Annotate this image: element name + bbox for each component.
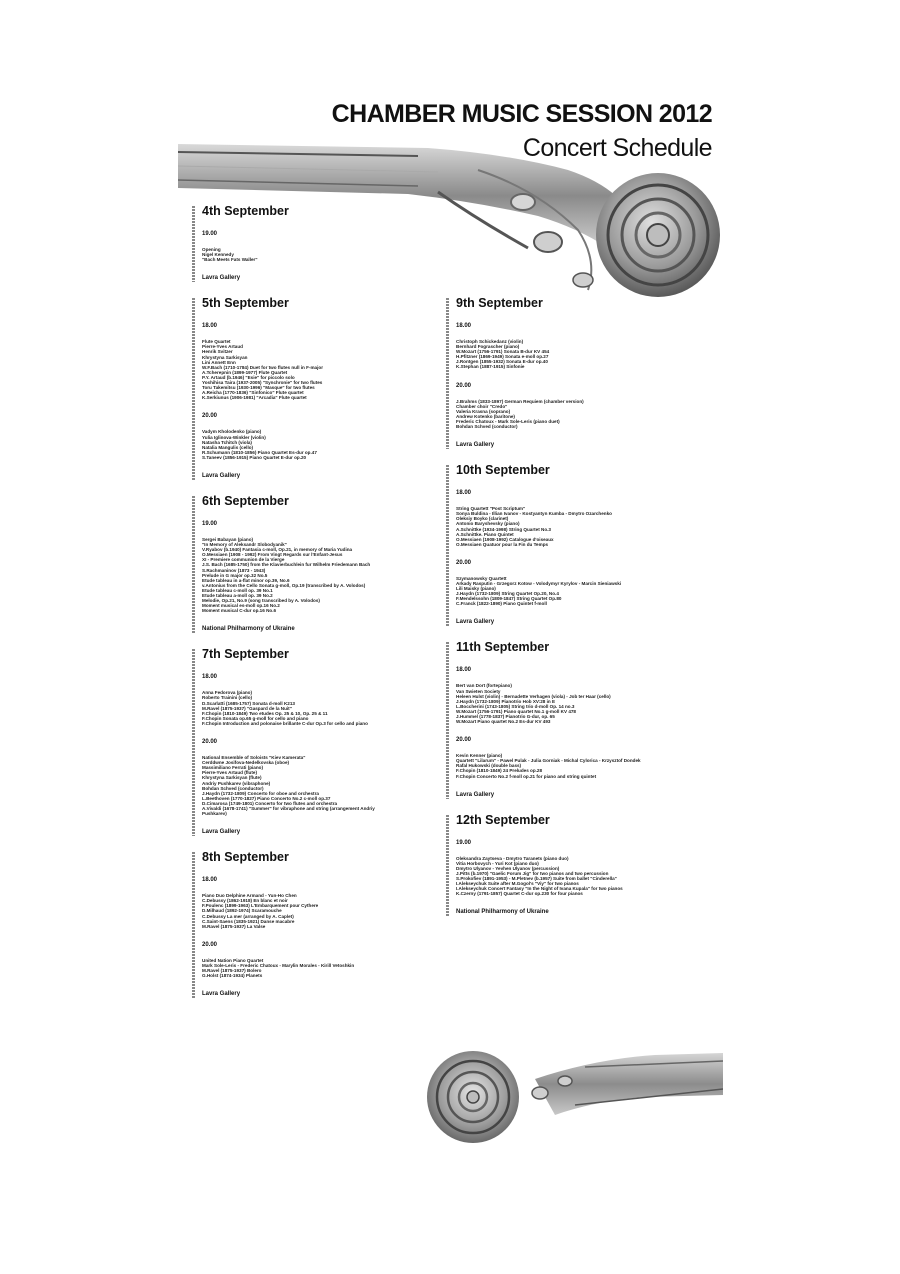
program-line: Pierre-Yves Artaud: [202, 344, 243, 350]
program-line: Henrik Svitzer: [202, 349, 233, 355]
schedule-day: [192, 850, 447, 998]
program-line: Vitia Horbovych - Yuri Kot (piano duo): [456, 860, 539, 866]
program-line: Etude tableau a-moll op. 39 No.2: [202, 593, 273, 598]
concert-program: [456, 339, 701, 370]
violin-scroll-bottom-image: [415, 1045, 723, 1145]
program-line: Oleksandra Zaytseva - Dmytro Taranets (piano duo): [456, 855, 569, 861]
concert-venue: Lavra Gallery: [456, 619, 495, 626]
program-line: Pierre-Yves Artaud (flute): [202, 770, 257, 776]
program-line: I.Alekseychuk Suite after M.Gogol's "Viy" for two pianos: [456, 881, 579, 887]
concert-venue: Lavra Gallery: [202, 472, 241, 479]
program-line: C.Saint-Saens (1835-1921) Danse macabre: [202, 918, 295, 924]
program-line: V.Ryabov (b.1940) Fantasia c-moll, Op.21, in memory of Maria Yudina: [202, 547, 353, 553]
concert-time: 18.00: [202, 674, 218, 681]
concert-time: 20.00: [202, 413, 218, 420]
schedule-day: [192, 204, 447, 282]
program-line: A.Tcherepnin (1899-1977) Flute Quartet: [202, 369, 288, 375]
concert-time: 20.00: [456, 737, 472, 744]
concert-time: 19.00: [202, 231, 218, 237]
schedule-day: [446, 640, 701, 798]
program-line: O.Messiaen (1908-1992) Catalogue d'oiseaux: [456, 536, 554, 542]
schedule-day: [192, 647, 447, 836]
program-line: Bohdan Schved (conductor): [456, 424, 518, 430]
program-line: Sergei Babayan (piano): [202, 536, 254, 542]
concert-venue: Lavra Gallery: [456, 442, 495, 449]
program-line: Flute Quartet: [202, 339, 231, 345]
concert-program: [456, 576, 701, 607]
program-line: Moment musical C-dur op.16 No.6: [202, 608, 277, 614]
program-line: D.Scarlatti (1685-1757) Sonata d-moll K213: [202, 700, 295, 706]
program-line: Yoshihisa Taira (1937-2005) "Synchronie" for two flutes: [202, 380, 323, 386]
program-line: F.Chopin Concerto No.2 f-moll op.21 for piano and string quintet: [456, 773, 597, 779]
program-line: Szymanowsky Quartett: [456, 575, 507, 581]
program-line: F.Mendelssohn (1809-1847) String Quartet Op.80: [456, 596, 562, 602]
program-line: Opening: [202, 247, 221, 252]
program-line: W.Mozart (1756-1791) Sonata B-dur KV 454: [456, 349, 550, 355]
program-line: A.Vivaldi (1678-1741) "Summer" for vibraphone and string (arrangement Andriy: [202, 805, 375, 811]
program-line: Antonio Baryshevsky (piano): [456, 521, 520, 527]
program-line: "Bach Meets Fats Waller": [202, 257, 258, 263]
program-line: Anna Fedorova (piano): [202, 690, 253, 696]
concert-venue: Lavra Gallery: [202, 991, 241, 998]
program-line: I.Alekseychuk Concert Fantasy "In the Night of Ivana Kupala" for two pianos: [456, 886, 623, 892]
program-line: Roberto Trainini (cello): [202, 695, 253, 701]
program-line: R.Schumann (1810-1856) Piano Quartet Es-dur op.47: [202, 449, 317, 455]
concert-program: [202, 537, 447, 613]
program-line: J.Haydn (1732-1809) String Quartet Op.20, No.4: [456, 591, 559, 597]
program-line: Toru Takemitsu (1930-1996) "Masque" for two flutes: [202, 385, 315, 391]
program-line: v.Antonius from the Cello Sonata g-moll, Op.19 (transcribed by A. Volodos): [202, 582, 366, 588]
program-line: Dmytro Ulyanov - Yevhen Ulyanov (percussion): [456, 865, 560, 871]
program-line: Massimiliano Ferrati (piano): [202, 765, 264, 771]
program-line: Valeria Krasna (soprano): [456, 408, 511, 414]
concert-program: [202, 690, 447, 726]
day-date: 9th September: [456, 296, 543, 310]
program-line: J.Haydn (1732-1809) Pianotrio Hob XV:28 in E: [456, 698, 556, 704]
program-line: Piano Duo Delphine Armand - Yun-Ho Chen: [202, 893, 297, 899]
program-line: Etude tableau in a-flat minor op.39, No.6: [202, 577, 290, 583]
concert-time: 18.00: [456, 667, 472, 674]
program-line: P.Y. Artaud (b.1946) "Esie" for piccolo solo: [202, 374, 295, 380]
program-line: A.Schnittke. Piano Quintet: [456, 531, 514, 537]
program-line: F.Chopin Sonata op.65 g-moll for cello and piano: [202, 715, 309, 721]
program-line: F.Poulenc (1899-1963) L'Embarquement pour Cythere: [202, 903, 319, 909]
program-line: Frederic Chatoux - Mark Sole-Leris (piano duet): [456, 418, 560, 424]
concert-program: [456, 399, 701, 430]
program-line: Cerddwne Josifova-Nedelkovska (oboe): [202, 760, 290, 766]
program-line: Oleksiy Boyko (clarinet): [456, 516, 509, 522]
program-line: Quartett "Lilarum" - Pawel Pulak - Julia Gorniak - Michal Cylorica - Krzysztof Dondek: [456, 758, 641, 764]
schedule-column-right: [446, 296, 701, 930]
concert-program: [202, 958, 447, 978]
program-line: G.Holst (1874-1934) Planets: [202, 973, 263, 979]
program-line: J.Brahms (1833-1897) German Requiem (chamber version): [456, 398, 584, 404]
program-line: Etude tableau c-moll op. 39 No.1: [202, 587, 273, 593]
program-line: Bert van Dort (fortepiano): [456, 683, 512, 689]
program-line: A.Reicha (1770-1836) "Sinfonico" Flute quartet: [202, 390, 304, 396]
concert-time: 19.00: [202, 520, 218, 527]
program-line: Andriy Pushkarev (vibraphone): [202, 780, 271, 786]
program-line: L.Boccherini (1743-1805) String trio d-moll Op. 14 no.3: [456, 703, 575, 709]
program-line: W.Mozart Piano quartet No.2 Es-dur KV 493: [456, 719, 551, 725]
concert-venue: Lavra Gallery: [202, 275, 241, 282]
program-line: Van Swieten Society: [456, 688, 501, 694]
concert-time: 20.00: [202, 941, 218, 948]
program-line: Nigel Kennedy: [202, 252, 234, 258]
concert-time: 18.00: [202, 877, 218, 884]
program-line: M.Ravel (1875-1937) "Gaspard de la Nuit": [202, 705, 292, 711]
program-line: K.Stephan (1887-1915) Sinfonie: [456, 364, 525, 370]
program-line: National Ensemble of Soloists "Kiev Kamerata": [202, 755, 306, 761]
program-line: Khrystyna Sarkisyan (flute): [202, 775, 262, 781]
program-line: Natasha Tchitch (viola): [202, 439, 252, 445]
program-line: J.Pitts (b.1970) "Gaelic Forum Jig" for two pianos and two percussion: [456, 870, 609, 876]
schedule-column-left: [192, 204, 447, 1012]
schedule-day: [192, 494, 447, 633]
program-line: M.Ravel (1875-1937) La Valse: [202, 923, 266, 929]
day-date: 6th September: [202, 493, 289, 508]
program-line: C.Franck (1822-1890) Piano Quintet f-moll: [456, 601, 547, 607]
concert-venue: National Philharmony of Ukraine: [202, 626, 295, 633]
concert-time: 20.00: [202, 739, 218, 746]
day-date: 5th September: [202, 296, 289, 311]
concert-time: 18.00: [456, 323, 472, 329]
concert-program: [202, 755, 447, 816]
program-line: J.Haydn (1732-1809) Concerto for oboe and orchestra: [202, 790, 319, 796]
concert-venue: National Philharmony of Ukraine: [456, 909, 549, 916]
day-date: 8th September: [202, 850, 289, 865]
program-line: F.Chopin (1810-1849) 24 Preludes op.28: [456, 768, 543, 774]
program-line: Lini Annett Enn: [202, 359, 236, 365]
program-line: W.Mozart (1756-1791) Piano quartet No.1 g-moll KV 478: [456, 708, 576, 714]
program-line: H.Pfitzner (1869-1949) Sonata e-moll op.27: [456, 354, 549, 360]
program-line: XI - Premiere communion de la Vierge: [202, 557, 285, 563]
program-line: A.Schnittke (1934-1998) String Quartet No.3: [456, 526, 551, 532]
program-line: "In Memory of Aleksandr Slobodyanik": [202, 542, 287, 548]
program-line: O.Messiaen (1908 - 1992) From Vingt Regards sur l'Enfant-Jesus: [202, 552, 343, 558]
program-line: S.Rachmaninov (1873 - 1943): [202, 567, 266, 573]
day-date: 11th September: [456, 640, 550, 655]
program-line: D.Milhaud (1892-1974) Scaramouche: [202, 908, 282, 914]
schedule-day: [446, 813, 701, 917]
concert-program: [202, 247, 447, 262]
concert-venue: Lavra Gallery: [456, 791, 495, 798]
program-line: Khrystyna Sarkisyan: [202, 354, 248, 360]
program-line: C.Debussy (1862-1918) En blanc et noir: [202, 898, 288, 904]
page-subtitle: Concert Schedule: [522, 134, 712, 162]
concert-time: 20.00: [456, 382, 472, 389]
program-line: Christoph Schickedanz (violin): [456, 339, 524, 344]
program-line: Lili Maisky (piano): [456, 586, 496, 592]
program-line: J.Rontgen (1855-1932) Sonata E-dur op.40: [456, 359, 548, 365]
program-line: Rafal Hukowski (double bass): [456, 763, 522, 769]
day-date: 4th September: [202, 204, 289, 218]
program-line: Arkady Rasputin - Grzegorz Kotow - Volodymyr Kyrylov - Marcin Sieniawski: [456, 580, 622, 586]
program-line: Yulia Iglinova-Winkler (violin): [202, 434, 266, 440]
program-line: Mark Sole-Leris - Frederic Chatoux - Marylin Morales - Kirill Vetoshkin: [202, 962, 355, 968]
concert-program: [456, 683, 701, 724]
program-line: M.Ravel (1875-1937) Bolero: [202, 968, 262, 973]
program-line: Bohdan Schved (conductor): [202, 785, 264, 791]
program-line: D.Cimarosa (1749-1801) Concerto for two flutes and orchestra: [202, 800, 338, 806]
day-date: 12th September: [456, 812, 550, 827]
program-line: L.Beethoven (1770-1827) Piano Concerto No.2 c-moll op.37: [202, 795, 331, 801]
program-line: K.Serkiunus (1906-1981) "Arcadia" Flute quartet: [202, 395, 307, 401]
concert-program: [202, 339, 447, 400]
program-line: Prelude in G major op.32 No.5: [202, 572, 268, 578]
program-line: Bernhard Fograscher (piano): [456, 344, 520, 350]
program-line: S.Taneev (1856-1915) Piano Quartet E-dur op.20: [202, 454, 307, 460]
program-line: J.Hummel (1778-1837) Pianotrio G-dur, op. 65: [456, 714, 555, 719]
concert-time: 19.00: [456, 839, 472, 846]
program-line: Moment musical es-moll op.16 No.2: [202, 603, 280, 609]
program-line: Chamber choir "Credo": [456, 403, 508, 409]
program-line: United Nation Piano Quartet: [202, 957, 264, 963]
program-line: Natalia Mangulis (cello): [202, 444, 254, 450]
program-line: J.S. Bach (1685-1750) from the Klavierbuchlein fur Wilhelm Friedemann Bach: [202, 562, 371, 568]
concert-program: [456, 856, 701, 897]
schedule-day: [446, 296, 701, 449]
page-title: CHAMBER MUSIC SESSION 2012: [331, 100, 712, 128]
day-date: 10th September: [456, 463, 550, 478]
program-line: String Quartett "Post Scriptum": [456, 506, 526, 512]
program-line: S.Prokofiev (1891-1953) - M.Pletnev (b.1957) Suite from ballet "Cinderella": [456, 876, 617, 882]
concert-program: [456, 506, 701, 547]
concert-venue: Lavra Gallery: [202, 829, 241, 836]
program-line: Vadym Kholodenko (piano): [202, 429, 262, 435]
program-line: W.F.Bach (1710-1784) Duet for two flutes null in F-major: [202, 364, 323, 370]
program-line: F.Chopin (1810-1849) Two etudes Op. 25 & 10, Op. 25 & 11: [202, 710, 328, 716]
program-line: Pushkarev): [202, 811, 227, 817]
schedule-day: [446, 463, 701, 626]
program-line: K.Czerny (1791-1857) Quartet C-dur op.230 for four pianos: [456, 891, 583, 897]
day-date: 7th September: [202, 647, 289, 662]
program-line: Melodie, Op.21, No.9 (song transcribed by A. Volodos): [202, 598, 320, 604]
concert-time: 18.00: [456, 490, 472, 497]
concert-time: 18.00: [202, 323, 218, 330]
concert-program: [202, 893, 447, 929]
program-line: Kevin Kenner (piano): [456, 753, 503, 759]
program-line: C.Debussy La mer (arranged by A. Caplet): [202, 913, 294, 919]
concert-program: [202, 429, 447, 460]
concert-time: 20.00: [456, 559, 472, 566]
program-line: Andrew Kotenko (baritone): [456, 413, 515, 419]
concert-program: [456, 753, 701, 778]
program-line: Sonya Buldina - Illian Ivanov - Kostyantyn Kumba - Dmytro Ozarchenko: [456, 511, 612, 517]
schedule-day: [192, 296, 447, 480]
program-line: O.Messiaen Quatuor pour la Fin du Temps: [456, 541, 549, 547]
program-line: Heleen Hulst (violin) - Bernadette Verhagen (viola) - Job ter Haar (cello): [456, 693, 611, 699]
program-line: F.Chopin Introduction and polonaise brillante C-dur Op.3 for cello and piano: [202, 720, 368, 726]
